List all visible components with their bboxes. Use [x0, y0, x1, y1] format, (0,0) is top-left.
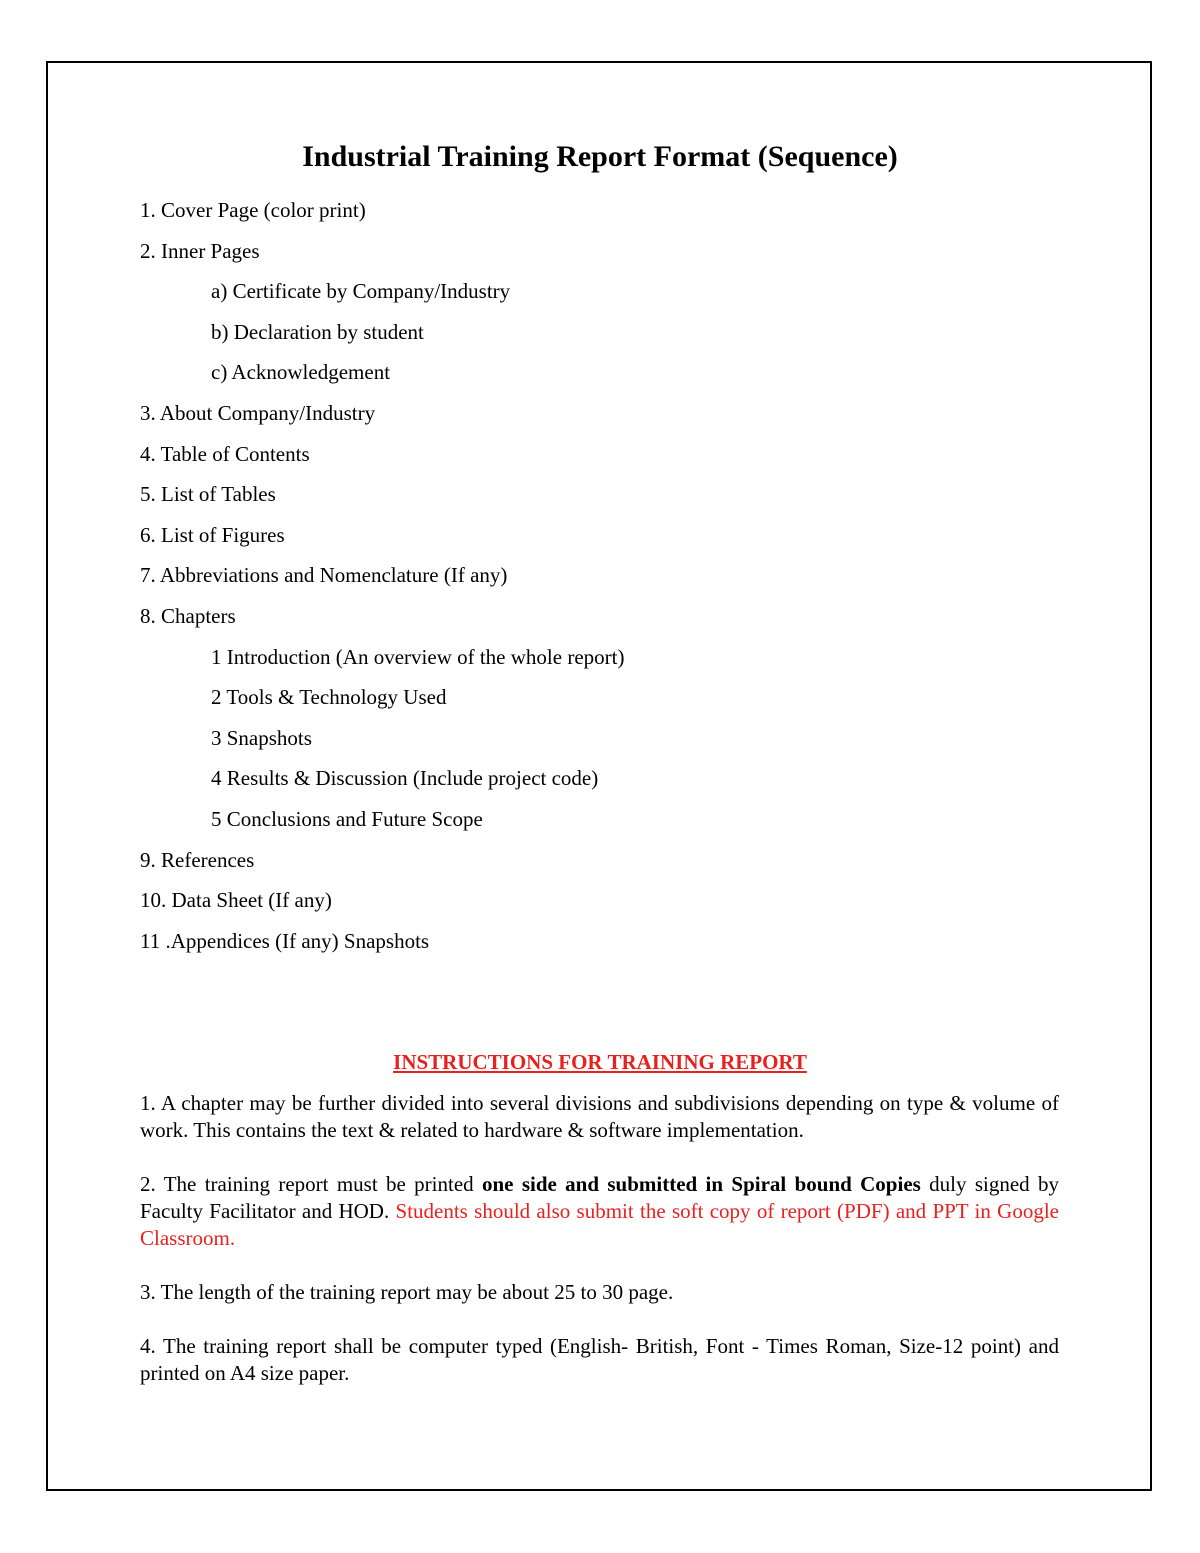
sequence-item: 2. Inner Pages — [140, 239, 260, 263]
instruction-4: 4. The training report shall be computer typed (English- British, Font - Times Roman, Size-12 point) and printed on A4 size paper. — [140, 1334, 1059, 1385]
sequence-item: 2 Tools & Technology Used — [211, 685, 447, 709]
sequence-item: 4 Results & Discussion (Include project code) — [211, 766, 599, 790]
sequence-item: 3. About Company/Industry — [140, 401, 376, 425]
sequence-item: 1 Introduction (An overview of the whole report) — [211, 645, 625, 669]
instruction-2-middle: duly signed by Faculty Facilitator and HOD. — [140, 1172, 1059, 1223]
sequence-item: 3 Snapshots — [211, 726, 312, 750]
sequence-item: b) Declaration by student — [211, 320, 424, 344]
instruction-2-red: Students should also submit the soft copy of report (PDF) and PPT in Google Classroom. — [140, 1199, 1059, 1250]
sequence-item: a) Certificate by Company/Industry — [211, 279, 511, 303]
sequence-item: 5 Conclusions and Future Scope — [211, 807, 483, 831]
instruction-2 — [140, 1171, 1059, 1252]
sequence-item: 1. Cover Page (color print) — [140, 198, 366, 222]
sequence-item: 11 .Appendices (If any) Snapshots — [140, 929, 430, 953]
instruction-3: 3. The length of the training report may be about 25 to 30 page. — [140, 1280, 674, 1304]
sequence-item: 9. References — [140, 848, 255, 872]
sequence-item: 8. Chapters — [140, 604, 236, 628]
sequence-item: 10. Data Sheet (If any) — [140, 888, 332, 912]
sequence-item: 6. List of Figures — [140, 523, 285, 547]
sequence-item: 5. List of Tables — [140, 482, 276, 506]
sequence-item: c) Acknowledgement — [211, 360, 391, 384]
sequence-item: 7. Abbreviations and Nomenclature (If any) — [140, 563, 508, 587]
instructions-heading: INSTRUCTIONS FOR TRAINING REPORT — [393, 1050, 807, 1074]
instruction-2-bold: one side and submitted in Spiral bound Copies — [481, 1172, 921, 1196]
instruction-1: 1. A chapter may be further divided into several divisions and subdivisions depending on type & volume of work. This contains the text & related to hardware & software implementation. — [140, 1091, 1059, 1142]
page-title: Industrial Training Report Format (Sequence) — [302, 140, 898, 173]
instruction-2-prefix: 2. The training report must be printed — [140, 1172, 482, 1196]
sequence-item: 4. Table of Contents — [140, 442, 310, 466]
